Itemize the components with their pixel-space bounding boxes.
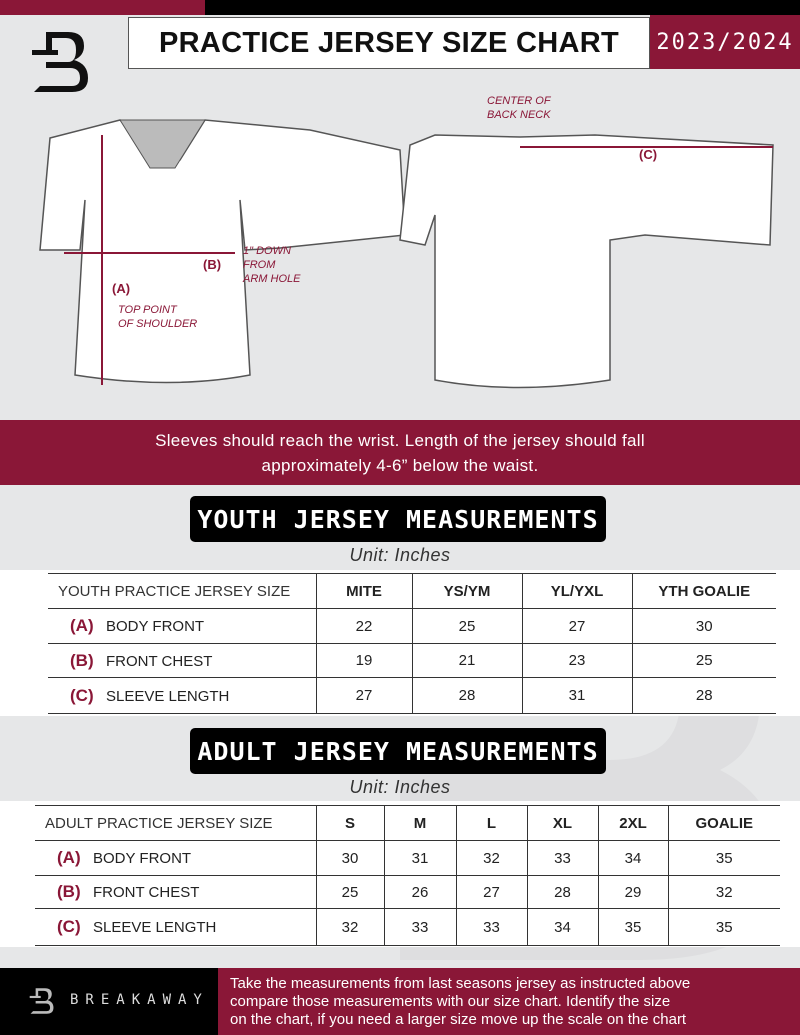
table-cell: 27 (456, 876, 527, 909)
label-c: (C) (639, 147, 658, 162)
table-cell (48, 609, 316, 644)
table-cell: GOALIE (668, 806, 780, 841)
arm-hole-label: 1" DOWN FROM ARM HOLE (243, 245, 301, 285)
table-cell: 32 (668, 876, 780, 909)
youth-unit: Unit: Inches (349, 545, 451, 565)
table-row (35, 841, 780, 876)
table-cell: 28 (527, 876, 598, 909)
table-cell: 25 (316, 876, 384, 909)
table-cell: 35 (598, 909, 668, 946)
label-b: (B) (203, 257, 222, 272)
table-cell: 27 (316, 678, 412, 714)
cell-text: (A) (57, 848, 81, 867)
table-cell: 34 (527, 909, 598, 946)
cell-text: (A) (70, 616, 94, 635)
table-row (35, 909, 780, 946)
youth-section-title: YOUTH JERSEY MEASUREMENTS (190, 496, 606, 542)
cell-text: (B) (57, 882, 81, 901)
table-cell: 29 (598, 876, 668, 909)
table-cell: 30 (632, 609, 776, 644)
brand-logo-icon (28, 28, 94, 96)
cell-text: FRONT CHEST (93, 884, 200, 901)
table-cell: 34 (598, 841, 668, 876)
season-label: 2023/2024 (650, 15, 800, 69)
table-cell (35, 876, 316, 909)
page-title: PRACTICE JERSEY SIZE CHART (128, 17, 650, 69)
table-cell: 28 (632, 678, 776, 714)
table-cell: 35 (668, 841, 780, 876)
footer-instructions: Take the measurements from last seasons jersey as instructed above compare those measurements with our size chart. Identify the size on the chart, if you need a larger size move up the scale on the chart (218, 968, 800, 1035)
adult-unit: Unit: Inches (349, 777, 451, 797)
table-cell: XL (527, 806, 598, 841)
footer-brand-name: BREAKAWAY (70, 992, 209, 1008)
front-jersey-diagram (30, 110, 420, 400)
table-cell: 19 (316, 644, 412, 678)
table-row (48, 644, 776, 678)
cell-text: FRONT CHEST (106, 652, 213, 670)
cell-text: (B) (70, 650, 94, 670)
table-cell: YOUTH PRACTICE JERSEY SIZE (48, 574, 316, 609)
table-cell: 31 (384, 841, 456, 876)
table-cell: 21 (412, 644, 522, 678)
table-cell: YS/YM (412, 574, 522, 609)
cell-text: (C) (70, 685, 94, 705)
footer-logo-icon (28, 985, 56, 1017)
center-back-neck-label: CENTER OF BACK NECK (487, 95, 551, 121)
table-cell: S (316, 806, 384, 841)
table-cell: 26 (384, 876, 456, 909)
fit-note: Sleeves should reach the wrist. Length of the jersey should fall approximately 4-6” below the waist. (0, 420, 800, 485)
top-accent-black (205, 0, 800, 15)
cell-text: BODY FRONT (93, 850, 192, 867)
table-header-row (35, 806, 780, 841)
table-cell: 25 (412, 609, 522, 644)
adult-section-title: ADULT JERSEY MEASUREMENTS (190, 728, 606, 774)
youth-size-table (48, 573, 776, 714)
cell-text: BODY FRONT (106, 618, 205, 635)
cell-text: (C) (57, 917, 81, 936)
table-cell: 23 (522, 644, 632, 678)
label-a: (A) (112, 281, 131, 296)
back-jersey-diagram (395, 125, 780, 395)
cell-text: SLEEVE LENGTH (106, 687, 230, 705)
table-row (35, 876, 780, 909)
table-cell (35, 841, 316, 876)
table-cell: 22 (316, 609, 412, 644)
table-cell: ADULT PRACTICE JERSEY SIZE (35, 806, 316, 841)
table-cell: 33 (456, 909, 527, 946)
top-point-label: TOP POINT OF SHOULDER (118, 304, 198, 330)
adult-size-table (35, 805, 780, 946)
table-cell: MITE (316, 574, 412, 609)
table-cell: 25 (632, 644, 776, 678)
table-cell (48, 678, 316, 714)
table-row (48, 609, 776, 644)
table-cell: 2XL (598, 806, 668, 841)
table-cell: YTH GOALIE (632, 574, 776, 609)
table-header-row (48, 574, 776, 609)
table-cell: 32 (456, 841, 527, 876)
table-row (48, 678, 776, 714)
table-cell: 31 (522, 678, 632, 714)
table-cell: YL/YXL (522, 574, 632, 609)
table-cell: 30 (316, 841, 384, 876)
table-cell: 33 (527, 841, 598, 876)
table-cell: 32 (316, 909, 384, 946)
table-cell: 35 (668, 909, 780, 946)
table-cell: 28 (412, 678, 522, 714)
cell-text: SLEEVE LENGTH (93, 919, 217, 936)
table-cell: M (384, 806, 456, 841)
table-cell: 27 (522, 609, 632, 644)
table-cell: 33 (384, 909, 456, 946)
table-cell (35, 909, 316, 946)
table-cell: L (456, 806, 527, 841)
top-accent-maroon (0, 0, 205, 15)
table-cell (48, 644, 316, 678)
